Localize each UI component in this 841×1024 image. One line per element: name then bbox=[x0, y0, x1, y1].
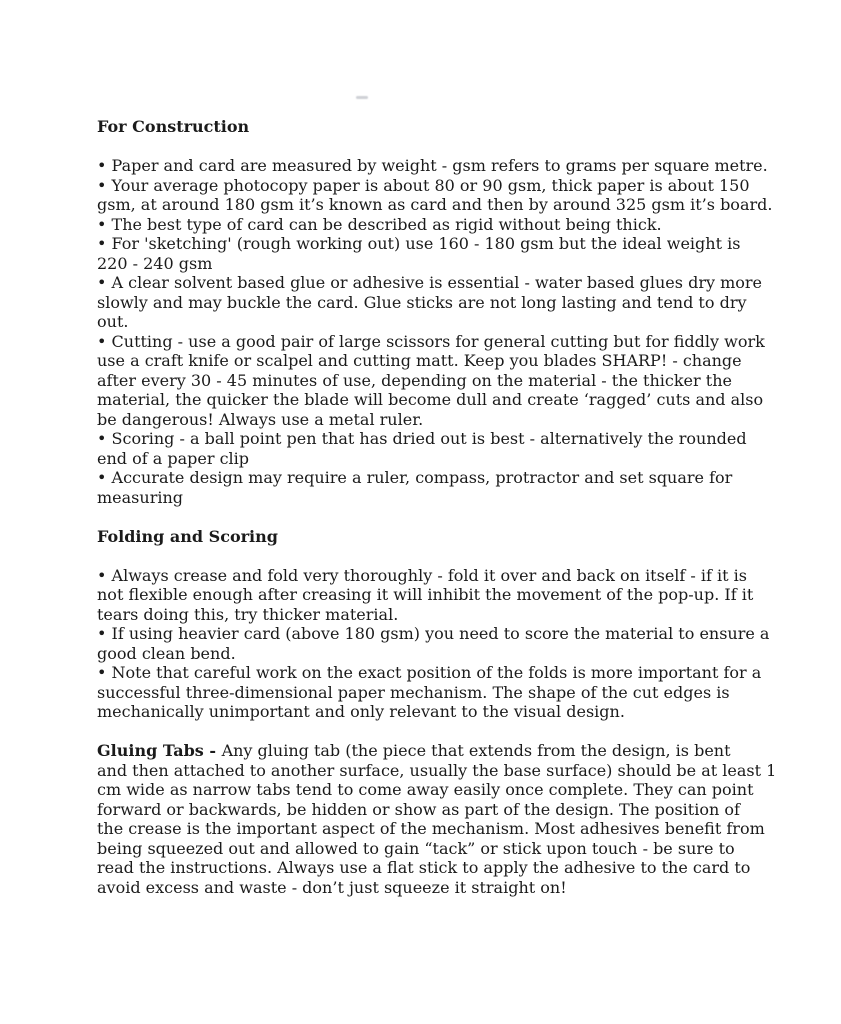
text-line: material, the quicker the blade will become dull and create ‘ragged’ cuts and also bbox=[97, 390, 764, 409]
text-line: read the instructions. Always use a flat stick to apply the adhesive to the card to bbox=[97, 858, 751, 877]
section-heading: For Construction bbox=[97, 117, 250, 136]
section bbox=[97, 117, 765, 137]
text-line: tears doing this, try thicker material. bbox=[97, 604, 399, 624]
text-line: be dangerous! Always use a metal ruler. bbox=[97, 409, 424, 429]
text-line: after every 30 - 45 minutes of use, depending on the material - the thicker the bbox=[97, 370, 732, 390]
text-line: avoid excess and waste - don’t just squeeze it straight on! bbox=[97, 877, 567, 897]
section-heading: Folding and Scoring bbox=[97, 526, 278, 546]
text-line: • Cutting - use a good pair of large scissors for general cutting but for fiddly work bbox=[97, 331, 765, 351]
section bbox=[97, 527, 765, 547]
paragraph bbox=[97, 156, 773, 507]
paragraph bbox=[97, 565, 770, 722]
paragraph bbox=[97, 741, 777, 897]
text-line: not flexible enough after creasing it will inhibit the movement of the pop-up. If it bbox=[97, 585, 754, 604]
text-line: • Accurate design may require a ruler, compass, protractor and set square for bbox=[97, 468, 733, 487]
text-line: out. bbox=[97, 312, 129, 331]
text-line: • Note that careful work on the exact position of the folds is more important for a bbox=[97, 663, 762, 682]
text-line: • The best type of card can be described as rigid without being thick. bbox=[97, 214, 662, 234]
text-line: • For 'sketching' (rough working out) use 160 - 180 gsm but the ideal weight is bbox=[97, 234, 741, 253]
text-line: use a craft knife or scalpel and cutting matt. Keep you blades SHARP! - change bbox=[97, 351, 742, 370]
text-line: • A clear solvent based glue or adhesive is essential - water based glues dry more bbox=[97, 273, 763, 292]
document-content bbox=[97, 117, 777, 897]
text-line: being squeezed out and allowed to gain “tack” or stick upon touch - be sure to bbox=[97, 838, 735, 858]
text-line: • Scoring - a ball point pen that has dried out is best - alternatively the rounded bbox=[97, 429, 747, 448]
text-line: • If using heavier card (above 180 gsm) you need to score the material to ensure a bbox=[97, 624, 770, 643]
text-line: • Your average photocopy paper is about 80 or 90 gsm, thick paper is about 150 bbox=[97, 175, 750, 195]
text-line: mechanically unimportant and only relevant to the visual design. bbox=[97, 702, 625, 721]
text-line: gsm, at around 180 gsm it’s known as card and then by around 325 gsm it’s board. bbox=[97, 195, 773, 214]
text-line: slowly and may buckle the card. Glue sticks are not long lasting and tend to dry bbox=[97, 292, 747, 312]
text-line: Gluing Tabs - Any gluing tab (the piece that extends from the design, is bent bbox=[97, 741, 731, 760]
text-line: cm wide as narrow tabs tend to come away easily once complete. They can point bbox=[97, 780, 754, 799]
text-line: and then attached to another surface, usually the base surface) should be at least 1 bbox=[97, 760, 777, 780]
text-line: • Paper and card are measured by weight - gsm refers to grams per square metre. bbox=[97, 156, 768, 175]
text-line: 220 - 240 gsm bbox=[97, 253, 213, 273]
scan-artifact bbox=[356, 96, 368, 99]
text-line: end of a paper clip bbox=[97, 448, 250, 468]
text-line: measuring bbox=[97, 487, 184, 507]
text-line: • Always crease and fold very thoroughly - fold it over and back on itself - if it is bbox=[97, 565, 747, 585]
text-line: forward or backwards, be hidden or show as part of the design. The position of bbox=[97, 799, 740, 819]
text-line: successful three-dimensional paper mechanism. The shape of the cut edges is bbox=[97, 682, 730, 702]
text-line: good clean bend. bbox=[97, 643, 236, 663]
text-line: the crease is the important aspect of the mechanism. Most adhesives benefit from bbox=[97, 819, 765, 838]
bold-lead-text: Gluing Tabs - bbox=[97, 741, 222, 760]
